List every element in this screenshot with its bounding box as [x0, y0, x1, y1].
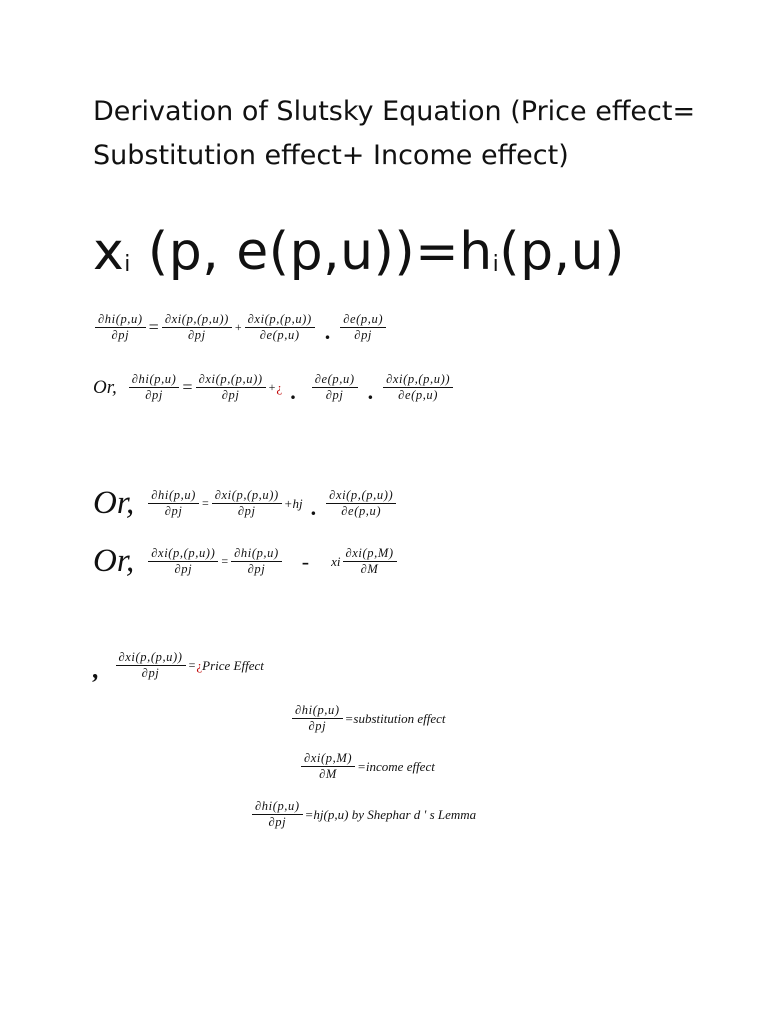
fraction: $\frac{\partial xi(p,(p,u))}{\partial e(p,u)}$ [245, 312, 315, 343]
fraction: $\frac{\partial hi(p,u)}{\partial pj}$ [252, 799, 303, 830]
equation-3: Or, $\frac{\partial hi(p,u)}{\partial pj}$ = $\frac{\partial xi(p,(p,u))}{\partial pj}$ +hj . $\frac{\partial xi(p,(p,u))}{\partial e(p,u)}$ [93, 485, 398, 522]
fraction: $\frac{\partial e(p,u)}{\partial pj}$ [312, 372, 358, 403]
definition-price-effect: , $\frac{\partial xi(p,(p,u))}{\partial pj}$ = ¿ Price Effect [93, 650, 264, 684]
fraction: $\frac{\partial hi(p,u)}{\partial pj}$ [148, 488, 199, 519]
equation-4: Or, $\frac{\partial xi(p,(p,u))}{\partial pj}$ = $\frac{\partial hi(p,u)}{\partial pj}$ - xi $\frac{\partial xi(p,M)}{\partial M}$ [93, 543, 399, 580]
fraction: $\frac{\partial hi(p,u)}{\partial pj}$ [231, 546, 282, 577]
fraction: $\frac{\partial e(p,u)}{\partial pj}$ [340, 312, 386, 343]
identity-equation: $x_i$ (p, $e(p,u))=h_i(p,u)$ [93, 222, 625, 282]
fraction: $\frac{\partial hi(p,u)}{\partial pj}$ [129, 372, 180, 403]
definition-substitution-effect: $\frac{\partial hi(p,u)}{\partial pj}$ =substitution effect [290, 703, 446, 734]
fraction: $\frac{\partial xi(p,(p,u))}{\partial pj}$ [162, 312, 232, 343]
definition-shephards-lemma: $\frac{\partial hi(p,u)}{\partial pj}$ =hj(p,u) by Shephar d ' s Lemma [250, 799, 476, 830]
fraction: $\frac{\partial xi(p,(p,u))}{\partial pj}$ [196, 372, 266, 403]
fraction: $\frac{\partial hi(p,u)}{\partial pj}$ [95, 312, 146, 343]
fraction: $\frac{\partial xi(p,(p,u))}{\partial pj}$ [212, 488, 282, 519]
fraction: $\frac{\partial xi(p,M)}{\partial M}$ [301, 751, 355, 782]
fraction: $\frac{\partial xi(p,M)}{\partial M}$ [343, 546, 397, 577]
fraction: $\frac{\partial hi(p,u)}{\partial pj}$ [292, 703, 343, 734]
fraction: $\frac{\partial xi(p,(p,u))}{\partial pj}$ [116, 650, 186, 681]
page-title: Derivation of Slutsky Equation (Price effect= Substitution effect+ Income effect) [93, 96, 696, 171]
fraction: $\frac{\partial xi(p,(p,u))}{\partial e(p,u)}$ [326, 488, 396, 519]
equation-1: $\frac{\partial hi(p,u)}{\partial pj}$ = $\frac{\partial xi(p,(p,u))}{\partial pj}$ + $\frac{\partial xi(p,(p,u))}{\partial e(p,u)}$ . $\frac{\partial e(p,u)}{\partial pj}$ [93, 312, 388, 343]
definition-income-effect: $\frac{\partial xi(p,M)}{\partial M}$ =income effect [299, 751, 435, 782]
fraction: $\frac{\partial xi(p,(p,u))}{\partial pj}$ [148, 546, 218, 577]
fraction: $\frac{\partial xi(p,(p,u))}{\partial e(p,u)}$ [383, 372, 453, 403]
equation-2: Or, $\frac{\partial hi(p,u)}{\partial pj}$ = $\frac{\partial xi(p,(p,u))}{\partial pj}$ + ¿ . $\frac{\partial e(p,u)}{\partial pj}$ . $\frac{\partial xi(p,(p,u))}{\partial e(p,u)}$ [93, 372, 455, 403]
